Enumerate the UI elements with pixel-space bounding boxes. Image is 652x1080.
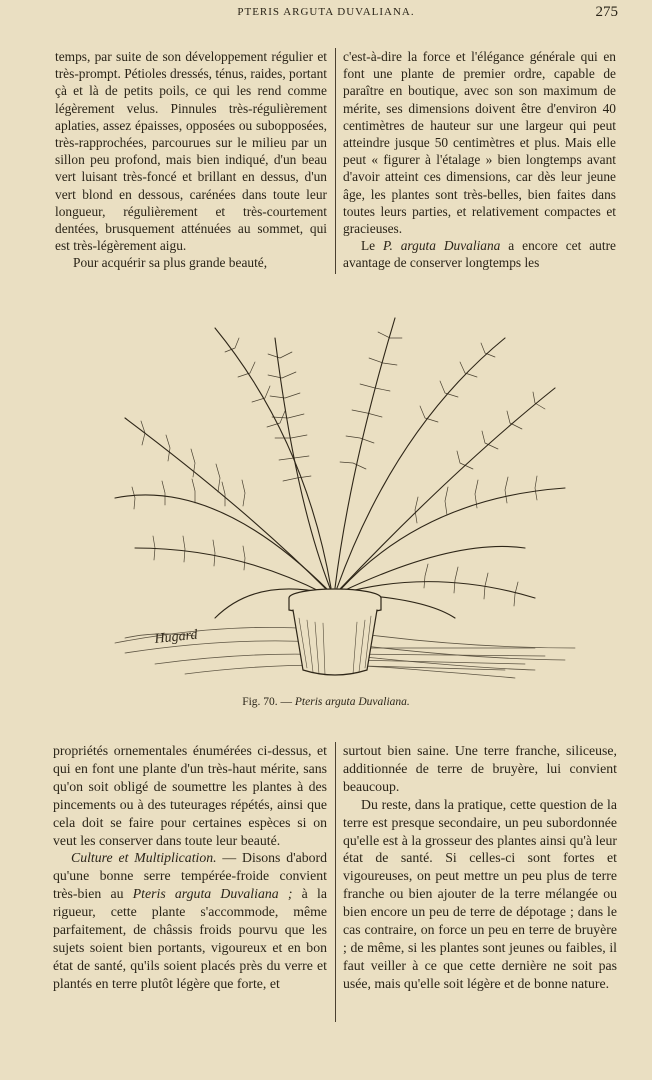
column-divider-bottom bbox=[335, 742, 336, 1022]
fern-fronds bbox=[115, 318, 565, 618]
paragraph-advantage bbox=[343, 237, 616, 271]
paragraph-soil: surtout bien saine. Une terre franche, siliceuse, additionnée de terre de bruyère, lui convient beaucoup. bbox=[343, 743, 617, 794]
paragraph-beauty: Pour acquérir sa plus grande beauté, bbox=[73, 255, 268, 271]
culture-text-b: à la rigueur, cette plante s'accommode, même parfaitement, de châssis froids pourvu que les sujets soient bien portants, vigoureux et en bon état de santé, qu'ils soient placés près du verre et plantés en terre plutôt légère que forte, et bbox=[53, 886, 327, 991]
advantage-rest: a encore cet autre avantage de conserver longtemps les bbox=[343, 238, 616, 271]
paragraph-practice: Du reste, dans la pratique, cette question de la terre est presque secondaire, un peu subordonnée qu'elle est à la grosseur des plantes ainsi qu'à leur état de santé. Si celles-ci sont fortes et vigoureuses, on peut mettre un peu plus de terre franche ou bien ajouter de la terre mélangée ou bien encore un peu de terre de dépotage ; dans le cas contraire, on force un peu en terre de bruyère ; de même, si les plantes sont jeunes ou faibles, il faut veiller à ce que cette dernière ne soit pas usée, mais qu'elle soit légère et de bonne nature. bbox=[343, 796, 617, 991]
artist-signature: Hugard bbox=[153, 627, 199, 647]
paragraph-dimensions: c'est-à-dire la force et l'élégance générale qui en font une plante de premier ordre, capable de paraître en boutique, avec son son maximum de mérite, ses dimensions doivent être d'environ 40 centimètres de hauteur sur une largeur qui peut atteindre jusque 50 centimètres et plus. Mais elle peut « figurer à l'étalage » bien longtemps avant d'avoir atteint ces dimensions, car dès leur jeune âge, les plantes sont très-belles, bien faites dans toutes leurs parties, et relativement compactes et gracieuses. bbox=[343, 49, 616, 237]
page-header bbox=[0, 6, 652, 24]
paragraph-culture bbox=[53, 849, 327, 992]
paragraph-description: temps, par suite de son développement régulier et très-prompt. Pétioles dressés, ténus, raides, portant çà et là de petits poils, ce qui les rend comme légèrement velus. Pinnules très-régulièrement aplaties, assez épaisses, opposées ou subopposées, très-rapprochées, parcourues sur le milieu par un sillon peu profond, mais bien indiqué, d'un beau vert luisant très-foncé et brillant en dessus, d'un vert blond en dessous, carénées dans toute leur longueur, régulièrement et très-courtement dentées, brusquement atténuées au sommet, qui est très-légèrement aigu. bbox=[55, 49, 327, 254]
column-bottom-left bbox=[53, 742, 327, 993]
caption-lead: Fig. 70. — bbox=[242, 696, 295, 708]
column-top-left bbox=[55, 48, 327, 272]
culture-species: Pteris arguta Duvaliana ; bbox=[132, 886, 293, 902]
fern-illustration bbox=[95, 298, 595, 690]
flower-pot bbox=[289, 589, 381, 675]
column-top-right bbox=[343, 48, 616, 272]
column-divider-top bbox=[335, 48, 336, 274]
caption-species: Pteris arguta Duvaliana. bbox=[294, 696, 410, 708]
running-title: PTERIS ARGUTA DUVALIANA. bbox=[237, 6, 415, 18]
paragraph-properties: propriétés ornementales énumérées ci-dessus, et qui en font une plante d'un très-haut mérite, sans qu'on soit obligé de soumettre les plantes à des pincements ou à des tuteurages répétés, ainsi que cela doit se faire pour certaines espèces si on veut les conserver dans toute leur beauté. bbox=[53, 743, 327, 848]
figure-caption bbox=[0, 696, 652, 708]
culture-text-a: — Disons d'abord qu'une bonne serre tempérée-froide convient très-bien au bbox=[53, 850, 327, 902]
advantage-species: P. arguta Duvaliana bbox=[383, 238, 501, 254]
advantage-lead: Le bbox=[361, 238, 384, 254]
column-bottom-right bbox=[343, 742, 617, 993]
culture-heading: Culture et Multiplication. bbox=[71, 850, 217, 866]
page-number: 275 bbox=[595, 4, 618, 20]
